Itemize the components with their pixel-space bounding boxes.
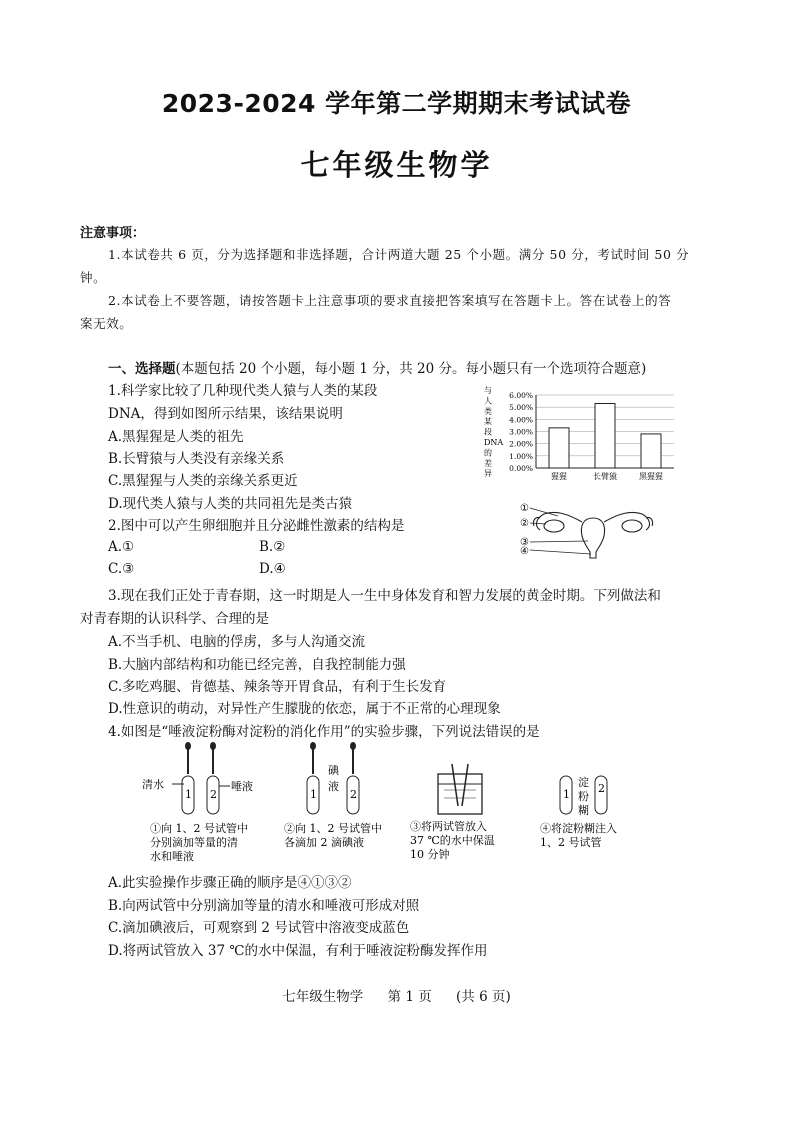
chart-bar — [549, 428, 569, 468]
q1-option-d: D.现代类人猿与人类的共同祖先是类古猿 — [108, 496, 353, 512]
tube-1a-label: 1 — [185, 788, 192, 801]
chart-ytick-label: 1.00% — [509, 451, 533, 461]
pointer-1 — [530, 508, 558, 516]
q3-option-a: A.不当手机、电脑的俘虏，多与人沟通交流 — [108, 634, 366, 650]
chart-ylabel-char: 类 — [484, 406, 492, 416]
q1-option-c: C.黑猩猩与人类的亲缘关系更近 — [108, 473, 298, 489]
q2-option-b: B.② — [259, 539, 286, 555]
label-3: ③ — [520, 537, 529, 548]
chart-ytick-label: 5.00% — [509, 403, 533, 413]
chart-xtick-label: 猩猩 — [551, 472, 567, 481]
chart-ylabel — [484, 385, 503, 478]
label-4: ④ — [520, 546, 529, 557]
dropper-4-bulb — [350, 742, 356, 750]
section-heading — [108, 357, 646, 377]
notice-item-1: 1.本试卷共 6 页，分为选择题和非选择题，合计两道大题 25 个小题。满分 50 分，考试时间 50 分 — [108, 247, 690, 262]
step4-figure — [560, 775, 607, 817]
exam-title: 2023-2024 学年第二学期期末考试试卷 — [161, 89, 632, 118]
q2-option-c: C.③ — [108, 561, 135, 577]
dropper-3-bulb — [310, 742, 316, 750]
chart-xtick-label: 长臂猿 — [593, 472, 617, 481]
q3-option-c: C.多吃鸡腿、肯德基、辣条等开胃食品，有利于生长发育 — [108, 679, 447, 695]
left-ovary — [544, 520, 564, 532]
step3-caption-1: ③将两试管放入 — [410, 820, 487, 833]
chart-ytick-label: 6.00% — [509, 391, 533, 400]
q4-option-b: B.向两试管中分别滴加等量的清水和唾液可形成对照 — [108, 898, 420, 914]
label-2: ② — [520, 518, 529, 529]
chart-ytick-label: 3.00% — [509, 427, 533, 437]
q1-stem-2: DNA，得到如图所示结果，该结果说明 — [108, 406, 343, 422]
q4-stem: 4.如图是“唾液淀粉酶对淀粉的消化作用”的实验步骤，下列说法错误的是 — [108, 724, 540, 740]
q3-stem-1: 3.现在我们正处于青春期，这一时期是人一生中身体发育和智力发展的黄金时期。下列做法和 — [108, 588, 661, 604]
starch-label-3: 糊 — [578, 804, 589, 817]
step4-caption-2: 1、2 号试管 — [540, 836, 602, 849]
dropper-1-bulb — [185, 742, 191, 750]
water-label: 清水 — [142, 778, 164, 791]
exam-subject: 七年级生物学 — [300, 148, 493, 182]
step3-caption-3: 10 分钟 — [410, 848, 450, 861]
section-label: 一、选择题 — [108, 361, 176, 377]
q4-option-d: D.将两试管放入 37 ℃的水中保温，有利于唾液淀粉酶发挥作用 — [108, 943, 488, 959]
tube-in-bath-1 — [452, 764, 458, 806]
iodine-label-1: 碘 — [328, 764, 339, 777]
q2-option-a: A.① — [108, 539, 135, 555]
chart-bar — [641, 434, 661, 468]
chart-ylabel-char: 与 — [484, 386, 492, 395]
footer-subject: 七年级生物学 — [282, 989, 364, 1005]
q3-option-d: D.性意识的萌动，对异性产生朦胧的依恋，属于不正常的心理现象 — [108, 701, 501, 717]
chart-ytick-label: 0.00% — [509, 464, 533, 473]
step3-caption-2: 37 ℃的水中保温 — [410, 834, 495, 847]
iodine-label-2: 液 — [328, 780, 339, 793]
female-reproductive-diagram — [518, 496, 668, 562]
notice-heading: 注意事项： — [80, 226, 146, 241]
dna-difference-chart — [478, 382, 678, 488]
step1-figure — [142, 742, 253, 814]
notice-item-2-cont: 案无效。 — [80, 316, 133, 331]
uterus-shape — [581, 518, 604, 558]
step2-caption-2: 各滴加 2 滴碘液 — [284, 836, 364, 849]
tube-2a-label: 2 — [210, 788, 217, 801]
step1-caption-3: 水和唾液 — [150, 850, 194, 863]
tube-2b-label: 2 — [350, 788, 357, 801]
step3-figure — [438, 764, 482, 814]
chart-xtick-label: 黑猩猩 — [639, 472, 663, 481]
chart-ytick-label: 2.00% — [509, 439, 533, 449]
step4-caption-1: ④将淀粉糊注入 — [540, 822, 617, 835]
chart-ylabel-char: 的 — [484, 448, 492, 458]
chart-ylabel-char: 异 — [484, 469, 492, 479]
saliva-label: 唾液 — [231, 780, 253, 793]
q1-option-a: A.黑猩猩是人类的祖先 — [108, 429, 244, 445]
chart-ylabel-char: 某 — [484, 417, 492, 427]
tube-in-bath-2 — [462, 764, 468, 806]
pointer-2 — [530, 523, 546, 524]
step2-figure — [307, 742, 359, 814]
water-bath-beaker — [438, 774, 482, 814]
q1-option-b: B.长臂猿与人类没有亲缘关系 — [108, 451, 285, 467]
q1-stem-1: 1.科学家比较了几种现代类人猿与人类的某段 — [108, 383, 378, 399]
chart-bar — [595, 404, 615, 468]
saliva-experiment-figure — [138, 740, 658, 866]
chart-ylabel-char: 差 — [484, 458, 492, 468]
chart-ytick-label: 4.00% — [509, 415, 533, 425]
q4-option-c: C.滴加碘液后，可观察到 2 号试管中溶液变成蓝色 — [108, 920, 410, 936]
q2-stem: 2.图中可以产生卵细胞并且分泌雌性激素的结构是 — [108, 518, 405, 534]
tube-1d-label: 1 — [563, 788, 570, 801]
chart-ylabel-char: DNA — [484, 438, 504, 447]
step2-caption-1: ②向 1、2 号试管中 — [284, 822, 382, 835]
fimbriae — [533, 517, 652, 526]
right-ovary — [622, 520, 642, 532]
chart-ylabel-char: 段 — [484, 427, 492, 437]
starch-label-1: 淀 — [578, 776, 589, 789]
page-footer — [0, 985, 793, 1005]
step1-caption-1: ①向 1、2 号试管中 — [150, 822, 248, 835]
pointer-4 — [530, 550, 591, 554]
starch-label-2: 粉 — [578, 790, 589, 803]
step1-caption-2: 分别滴加等量的清 — [150, 836, 238, 849]
tube-2d-label: 2 — [598, 782, 605, 795]
notice-item-1-cont: 钟。 — [80, 270, 107, 285]
section-desc: (本题包括 20 个小题，每小题 1 分，共 20 分。每小题只有一个选项符合题意) — [175, 361, 647, 377]
pointer-3 — [530, 541, 588, 542]
q2-option-d: D.④ — [259, 561, 286, 577]
q3-option-b: B.大脑内部结构和功能已经完善，自我控制能力强 — [108, 657, 406, 673]
q4-option-a: A.此实验操作步骤正确的顺序是④①③② — [108, 875, 352, 891]
label-1: ① — [520, 503, 529, 514]
chart-ylabel-char: 人 — [484, 396, 492, 406]
tube-1b-label: 1 — [310, 788, 317, 801]
dropper-2-bulb — [210, 742, 216, 750]
q3-stem-2: 对青春期的认识科学、合理的是 — [80, 611, 269, 627]
footer-page: 第 1 页 — [387, 989, 432, 1005]
notice-item-2: 2.本试卷上不要答题，请按答题卡上注意事项的要求直接把答案填写在答题卡上。答在试卷上的答 — [108, 293, 672, 308]
footer-total: (共 6 页) — [456, 989, 511, 1005]
